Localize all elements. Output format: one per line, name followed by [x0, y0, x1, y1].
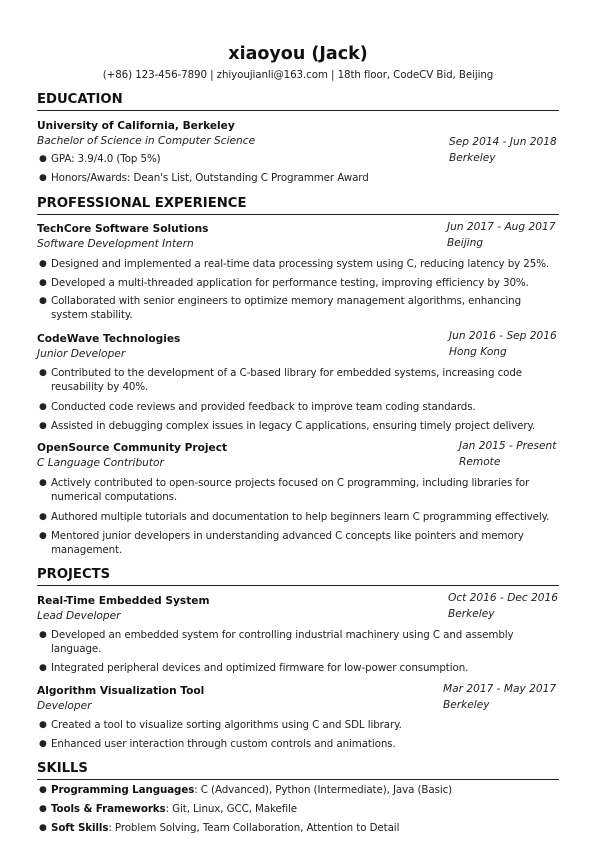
list-item: ● Honors/Awards: Dean's List, Outstanding C Programmer Award	[39, 172, 369, 184]
list-item: ● Integrated peripheral devices and optimized firmware for low-power consumption.	[39, 662, 469, 674]
list-item	[37, 784, 559, 798]
list-item: ● Collaborated with senior engineers to optimize memory management algorithms, enhancing system stability.	[39, 295, 522, 321]
project-location: Berkeley	[443, 699, 490, 711]
list-item: ● Actively contributed to open-source projects focused on C programming, including libraries for numerical computations.	[39, 477, 530, 503]
school-name: University of California, Berkeley	[37, 120, 235, 132]
bullet-icon: ●	[39, 402, 47, 412]
bullet-icon: ●	[39, 512, 47, 522]
bullet-icon: ●	[39, 278, 47, 288]
skill-label: Soft Skills	[51, 822, 109, 834]
list-item: ● Developed an embedded system for controlling industrial machinery using C and assembly language.	[39, 629, 514, 655]
job-location: Remote	[459, 456, 501, 468]
degree: Bachelor of Science in Computer Science	[37, 135, 256, 147]
company-name: CodeWave Technologies	[37, 333, 181, 345]
list-item: ● Contributed to the development of a C-based library for embedded systems, increasing code reusability by 40%.	[39, 367, 523, 393]
project-location: Berkeley	[448, 608, 495, 620]
education-dates: Sep 2014 - Jun 2018	[449, 136, 557, 148]
bullet-icon: ●	[39, 720, 47, 730]
education-location: Berkeley	[449, 152, 496, 164]
bullet-icon: ●	[39, 663, 47, 673]
list-item: ● Authored multiple tutorials and documentation to help beginners learn C programming effectively.	[39, 511, 550, 523]
company-name: TechCore Software Solutions	[37, 223, 209, 235]
list-item: ● Created a tool to visualize sorting algorithms using C and SDL library.	[39, 719, 402, 731]
skill-value: : C (Advanced), Python (Intermediate), Java (Basic)	[194, 784, 453, 796]
project-role: Lead Developer	[37, 610, 121, 622]
company-name: OpenSource Community Project	[37, 442, 228, 454]
bullet-icon: ●	[39, 296, 47, 306]
bullet-icon: ●	[39, 478, 47, 488]
section-heading-experience: PROFESSIONAL EXPERIENCE	[37, 196, 559, 215]
project-name: Algorithm Visualization Tool	[37, 685, 205, 697]
bullet-icon: ●	[39, 368, 47, 378]
list-item	[37, 803, 559, 817]
bullet-icon: ●	[39, 173, 47, 183]
bullet-icon: ●	[39, 421, 47, 431]
job-role: Junior Developer	[37, 348, 126, 360]
bullet-icon: ●	[39, 259, 47, 269]
skill-value: : Git, Linux, GCC, Makefile	[165, 803, 298, 815]
list-item: ● Conducted code reviews and provided feedback to improve team coding standards.	[39, 401, 476, 413]
list-item: ● Mentored junior developers in understanding advanced C concepts like pointers and memory management.	[39, 530, 524, 556]
section-heading-skills: SKILLS	[37, 761, 559, 780]
job-role: Software Development Intern	[37, 238, 194, 250]
candidate-name: xiaoyou (Jack)	[228, 44, 368, 64]
project-name: Real-Time Embedded System	[37, 595, 210, 607]
list-item: ● GPA: 3.9/4.0 (Top 5%)	[39, 153, 161, 165]
job-location: Hong Kong	[449, 346, 507, 358]
project-dates: Oct 2016 - Dec 2016	[448, 592, 559, 604]
section-heading-education: EDUCATION	[37, 92, 559, 111]
job-dates: Jun 2016 - Sep 2016	[449, 330, 557, 342]
job-dates: Jan 2015 - Present	[459, 440, 557, 452]
skill-label: Programming Languages	[51, 784, 195, 796]
bullet-icon: ●	[39, 804, 47, 814]
bullet-icon: ●	[39, 630, 47, 640]
list-item: ● Enhanced user interaction through custom controls and animations.	[39, 738, 396, 750]
list-item: ● Developed a multi-threaded application for performance testing, improving efficiency by 30%.	[39, 277, 529, 289]
list-item: ● Designed and implemented a real-time data processing system using C, reducing latency by 25%.	[39, 258, 550, 270]
bullet-icon: ●	[39, 739, 47, 749]
contact-line: (+86) 123-456-7890 | zhiyoujianli@163.com | 18th floor, CodeCV Bid, Beijing	[102, 69, 494, 81]
bullet-icon: ●	[39, 785, 47, 795]
list-item: ● Assisted in debugging complex issues in legacy C applications, ensuring timely project delivery.	[39, 420, 536, 432]
project-dates: Mar 2017 - May 2017	[443, 683, 557, 695]
bullet-icon: ●	[39, 823, 47, 833]
job-location: Beijing	[447, 237, 484, 249]
project-role: Developer	[37, 700, 92, 712]
section-heading-projects: PROJECTS	[37, 567, 559, 586]
job-dates: Jun 2017 - Aug 2017	[447, 221, 556, 233]
list-item	[37, 822, 559, 836]
skill-label: Tools & Frameworks	[51, 803, 166, 815]
job-role: C Language Contributor	[37, 457, 164, 469]
skill-value: : Problem Solving, Team Collaboration, Attention to Detail	[108, 822, 400, 834]
bullet-icon: ●	[39, 531, 47, 541]
bullet-icon: ●	[39, 154, 47, 164]
